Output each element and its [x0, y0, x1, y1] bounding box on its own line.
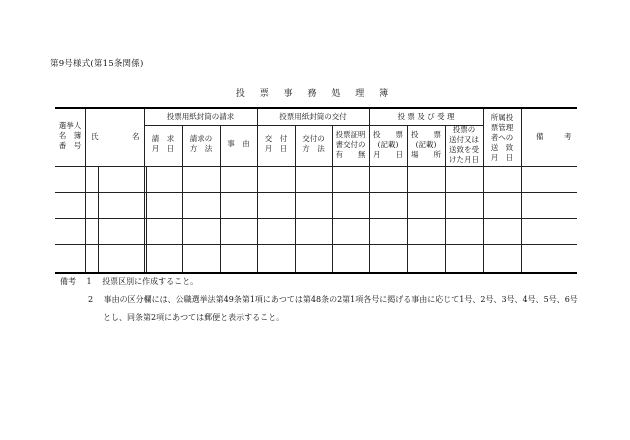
form-number: 第9号様式(第15条関係) — [50, 59, 144, 69]
note-item — [60, 276, 198, 288]
notes-label: 備考 — [60, 277, 76, 286]
request-date-header: 請 求 月 日 — [151, 134, 175, 153]
divider-h — [55, 192, 577, 193]
delivery-group-header: 投票用紙封筒の交付 — [279, 112, 347, 121]
vote-date-header: 投 票 (記載) 月 日 — [373, 130, 403, 159]
vote-place-header: 投 票 (記載) 場 所 — [411, 130, 441, 159]
divider-v — [98, 166, 99, 272]
note-item — [88, 294, 578, 306]
reason-header: 事 由 — [227, 139, 250, 148]
admin-header: 所属投 票管理 者への 送 致 月 日 — [490, 113, 514, 162]
divider-v — [85, 109, 86, 272]
note-item — [103, 312, 284, 324]
note-text: 投票区別に作成すること。 — [102, 277, 199, 286]
request-method-header: 請求の 方 法 — [189, 134, 213, 153]
divider-h — [55, 244, 577, 245]
note-text: 事由の区分欄には、公職選挙法第49条第1項にあつては第48条の2第1項各号に掲げる事由に応じて1号、2号、3号、4号、5号、6号 — [103, 295, 578, 304]
note-text: とし、同条第2項にあつては郵便と表示すること。 — [103, 313, 285, 322]
note-number: 2 — [88, 295, 94, 304]
mailed-header: 投票の 送付又は 送致を受 けた月日 — [449, 125, 479, 164]
remarks-header: 考 — [564, 132, 572, 141]
ledger-table — [55, 107, 577, 274]
note-number: 1 — [86, 277, 92, 286]
divider-h — [55, 218, 577, 219]
divider-v — [521, 109, 522, 272]
name-header: 氏 — [91, 132, 99, 141]
divider-h — [144, 125, 483, 126]
divider-h — [55, 166, 577, 167]
remarks-header: 備 — [536, 132, 544, 141]
page-title: 投 票 事 務 処 理 簿 — [235, 89, 395, 99]
name-header: 名 — [132, 132, 140, 141]
certificate-header: 投票証明 書交付の 有 無 — [335, 130, 366, 159]
delivery-date-header: 交 付 月 日 — [264, 134, 288, 153]
voter-number-header: 選挙人 名 簿 番 号 — [58, 121, 82, 150]
vote-group-header: 投 票 及 び 受 理 — [397, 112, 455, 121]
divider-v — [146, 166, 147, 272]
delivery-method-header: 交付の 方 法 — [302, 134, 325, 153]
request-group-header: 投票用紙封筒の請求 — [166, 112, 235, 121]
